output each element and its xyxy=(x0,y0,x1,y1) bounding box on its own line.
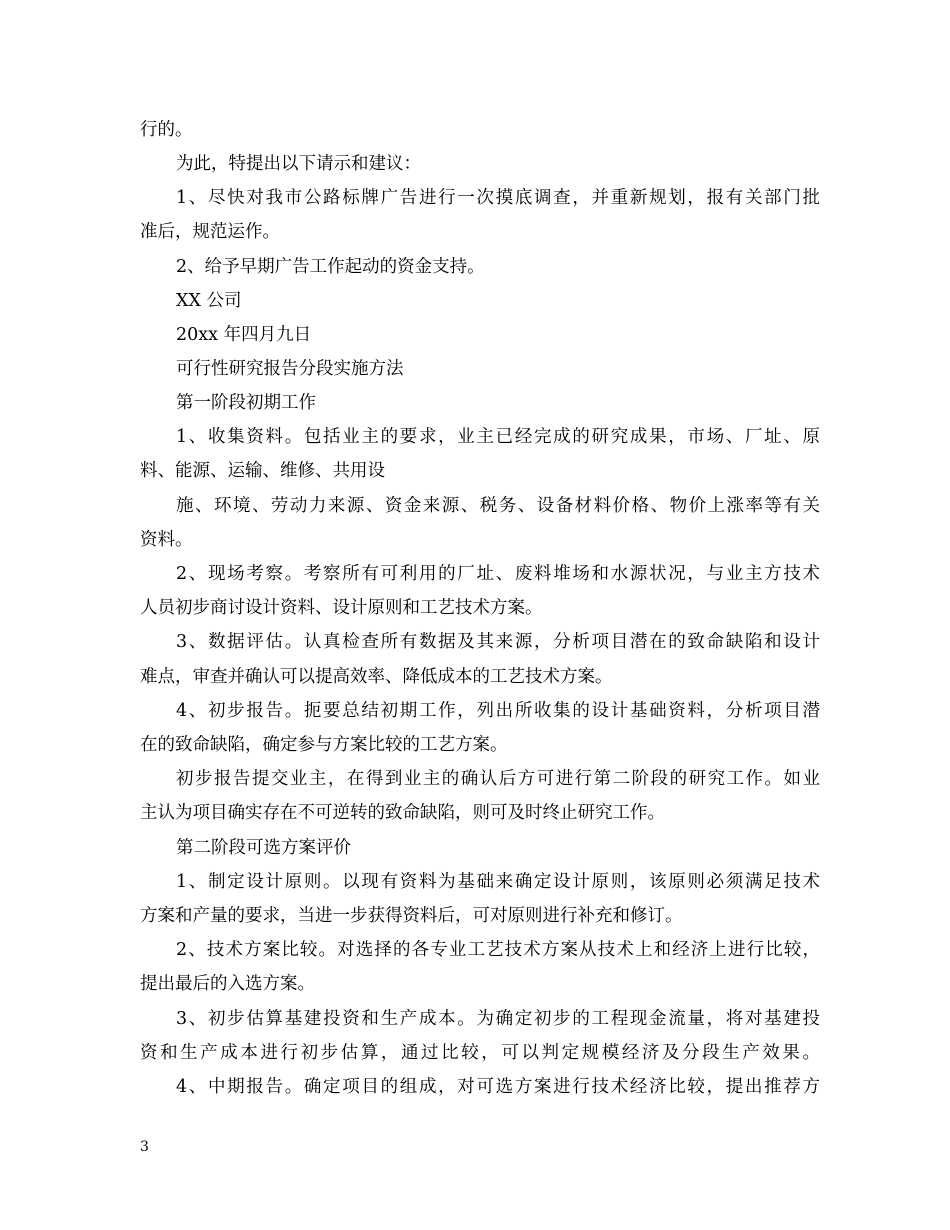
section-heading: 第一阶段初期工作 xyxy=(176,393,316,413)
section-title: 可行性研究报告分段实施方法 xyxy=(176,359,404,379)
text-line: 1、收集资料。包括业主的要求，业主已经完成的研究成果，市场、厂址、原 xyxy=(176,427,820,447)
text-line: 3、数据评估。认真检查所有数据及其来源，分析项目潜在的致命缺陷和设计 xyxy=(176,632,820,652)
text-line: 2、技术方案比较。对选择的各专业工艺技术方案从技术上和经济上进行比较， xyxy=(176,940,820,960)
text-line: 初步报告提交业主，在得到业主的确认后方可进行第二阶段的研究工作。如业 xyxy=(176,769,820,789)
text-line: 主认为项目确实存在不可逆转的致命缺陷，则可及时终止研究工作。 xyxy=(140,803,665,823)
page-number: 3 xyxy=(140,1139,149,1155)
text-line: 资料。 xyxy=(140,530,193,550)
text-line: XX 公司 xyxy=(176,291,242,311)
text-line: 料、能源、运输、维修、共用设 xyxy=(140,461,385,481)
text-line: 2、现场考察。考察所有可利用的厂址、废料堆场和水源状况，与业主方技术 xyxy=(176,564,820,584)
text-line: 方案和产量的要求，当进一步获得资料后，可对原则进行补充和修订。 xyxy=(140,906,683,926)
text-line: 准后，规范运作。 xyxy=(140,222,280,242)
text-line: 20xx 年四月九日 xyxy=(176,325,312,345)
text-line: 2、给予早期广告工作起动的资金支持。 xyxy=(176,257,485,277)
text-line: 3、初步估算基建投资和生产成本。为确定初步的工程现金流量，将对基建投 xyxy=(176,1009,820,1029)
text-line: 行的。 xyxy=(140,120,193,140)
text-line: 4、中期报告。确定项目的组成，对可选方案进行技术经济比较，提出推荐方 xyxy=(176,1077,820,1097)
text-line: 难点，审查并确认可以提高效率、降低成本的工艺技术方案。 xyxy=(140,667,613,687)
text-line: 1、尽快对我市公路标牌广告进行一次摸底调查，并重新规划，报有关部门批 xyxy=(176,188,820,208)
text-line: 1、制定设计原则。以现有资料为基础来确定设计原则，该原则必须满足技术 xyxy=(176,872,820,892)
text-line: 人员初步商讨设计资料、设计原则和工艺技术方案。 xyxy=(140,598,543,618)
text-line: 提出最后的入选方案。 xyxy=(140,974,315,994)
text-line: 资和生产成本进行初步估算，通过比较，可以判定规模经济及分段生产效果。 xyxy=(140,1043,820,1063)
section-heading: 第二阶段可选方案评价 xyxy=(176,838,351,858)
text-line: 4、初步报告。扼要总结初期工作，列出所收集的设计基础资料，分析项目潜 xyxy=(176,701,820,721)
text-line: 在的致命缺陷，确定参与方案比较的工艺方案。 xyxy=(140,735,508,755)
text-line: 为此，特提出以下请示和建议： xyxy=(176,154,421,174)
text-line: 施、环境、劳动力来源、资金来源、税务、设备材料价格、物价上涨率等有关 xyxy=(176,496,820,516)
